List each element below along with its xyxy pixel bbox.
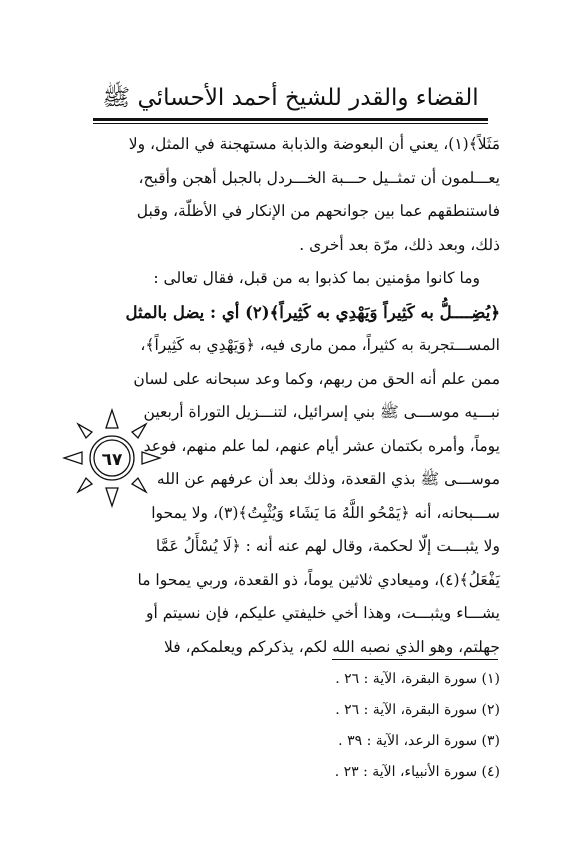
text-line: يعـــلمون أن تمثــيل حـــبة الخـــردل بالجبل أهجن وأقبح، (138, 168, 500, 187)
text-line: ذلك، وبعد ذلك، مرّة بعد أخرى . (299, 235, 500, 254)
footnote-rule (332, 659, 498, 660)
header-rule-thin (93, 123, 488, 124)
text-line: ولا يثبـــت إلّا لحكمة، وقال لهم عنه أنه : ﴿لَا يُسْأَلُ عَمَّا (155, 537, 500, 555)
text-line: وما كانوا مؤمنين بما كذبوا به من قبل، فقال تعالى : (153, 269, 480, 287)
running-header: القضاء والقدر للشيخ أحمد الأحسائي ﷺ (102, 85, 479, 111)
main-text (110, 128, 500, 664)
footnote: (٢) سورة البقرة، الآية : ٢٦ . (335, 702, 500, 718)
page-number: ٦٧ (101, 450, 123, 470)
text-line: موســـى ﷺ بذي القعدة، وذلك بعد أن عرفهم عن الله (156, 470, 500, 488)
footnote: (١) سورة البقرة، الآية : ٢٦ . (335, 671, 500, 687)
text-line: جهلتم، وهو الذي نصبه الله لكم، يذكركم ويعلمكم، فلا (163, 637, 500, 656)
text-line: فاستنطقهم عما بين جوانحهم من الإنكار في الأظلّة، وقبل (136, 202, 500, 220)
text-line: مَثَلاً﴾(١)، يعني أن البعوضة والذبابة مستهجنة في المثل، ولا (128, 135, 500, 153)
header-rule-thick (93, 118, 488, 121)
text-line: ﴿يُضِــــلُّ به كَثِيراً وَيَهْدِي به كَثِيراً﴾(٢) أي : يضل بالمثل (125, 302, 500, 322)
footnote: (٣) سورة الرعد، الآية : ٣٩ . (338, 733, 500, 749)
text-line: يوماً، وأمره بكتمان عشر أيام عنهم، لما علم منهم، فوعد (143, 436, 500, 455)
text-line: المســـتجربة به كثيراً، ممن مارى فيه، ﴿وَيَهْدِي به كَثِيراً﴾، (140, 336, 500, 354)
text-line: ســـبحانه، أنه ﴿يَمْحُو اللَّهُ مَا يَشَاء وَيُثْبِتُ﴾(٣)، ولا يمحوا (151, 503, 500, 522)
footnote: (٤) سورة الأنبياء، الآية : ٢٣ . (334, 764, 500, 780)
text-line: ممن علم أنه الحق من ربهم، وكما وعد سبحانه على لسان (133, 369, 500, 388)
text-line: نبـــيه موســـى ﷺ بني إسرائيل، لتنـــزيل التوراة أربعين (143, 403, 500, 421)
text-line: يشـــاء ويثبـــت، وهذا أخي خليفتي عليكم، فإن نسيتم أو (146, 604, 500, 622)
footnotes (300, 664, 500, 788)
text-line: يَفْعَلُ﴾(٤)، وميعادي ثلاثين يوماً، ذو القعدة، وربي يمحوا ما (137, 570, 500, 589)
